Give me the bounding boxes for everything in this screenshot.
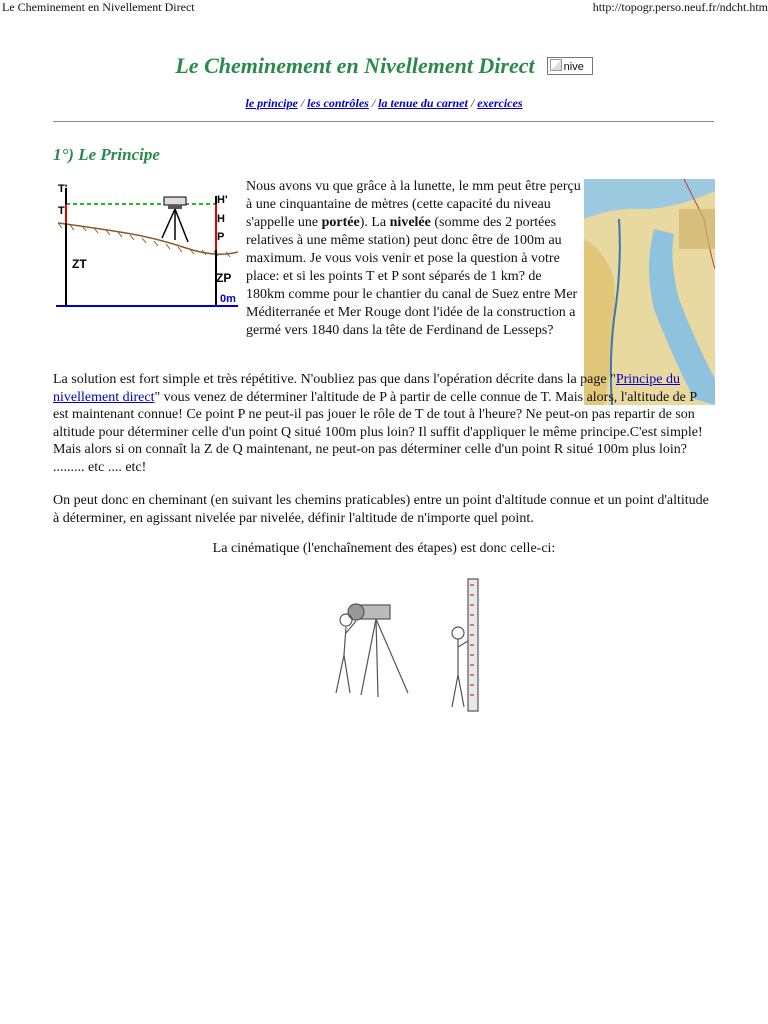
label-zt: ZT — [72, 257, 87, 271]
label-p: P — [217, 231, 225, 243]
paragraph-solution-text-2: " vous venez de déterminer l'altitude de P à partir de celle connue de T. Mais alors, l'altitude de P est maintenant connue! Ce point P ne peut-il pas jouer le rôle de T de tout à l'heure? Ne peut-on pas repartir de son altitude pour déterminer celle d'un point Q situé 100m plus loin? Il suffit d'appliquer le même principe.C'est simple! Mais alors si on connaît la Z de Q maintenant, ne peut-on pas déterminer celle d'un point R situé 100m plus loin? ......... etc .... etc! — [53, 389, 703, 475]
label-h-prime: H' — [217, 194, 228, 206]
paragraph-solution — [53, 371, 715, 476]
paragraph-principle-text — [53, 178, 581, 340]
link-principe-nivellement[interactable]: Principe du nivellement direct — [53, 372, 680, 405]
label-h: H — [217, 213, 225, 225]
page-title: Le Cheminement en Nivellement Direct — [175, 53, 535, 78]
title-row — [0, 53, 768, 79]
document-url-header: http://topogr.perso.neuf.fr/ndcht.htm — [592, 0, 768, 14]
paragraph-principle-text-2: ). La — [359, 215, 390, 230]
broken-image-placeholder — [547, 57, 593, 75]
map-sinai — [679, 209, 715, 249]
label-t-prime: T' — [58, 183, 68, 195]
nav-link-controles[interactable]: les contrôles — [307, 96, 369, 110]
label-zp: ZP — [216, 271, 232, 285]
broken-image-alt: nive — [563, 61, 584, 73]
section-nav — [0, 96, 768, 111]
nav-separator: / — [300, 96, 305, 110]
broken-image-icon — [550, 59, 562, 71]
paragraph-cinematique: La cinématique (l'enchaînement des étapes) est donc celle-ci: — [212, 541, 556, 556]
staff-holder-figure — [452, 579, 478, 711]
paragraph-principle — [53, 178, 581, 340]
label-zero: 0m — [220, 293, 236, 305]
nav-link-principe[interactable]: le principe — [245, 96, 298, 110]
paragraph-solution-text-1: La solution est fort simple et très répétitive. N'oubliez pas que dans l'opération décrite dans la page " — [53, 372, 616, 387]
surveyor-figure — [336, 604, 408, 697]
nav-separator: / — [470, 96, 475, 110]
surveyor-sketch-image — [316, 575, 496, 715]
nav-link-carnet[interactable]: la tenue du carnet — [378, 96, 468, 110]
paragraph-principle-text-3: (somme des 2 portées relatives à une même station) peut donc être de 100m au maximum. Je vous vois venir et pose la question à votre place: et si les points T et P sont séparés de 1 km? de 180km comme pour le chantier du canal de Suez entre Mer Méditerranée et Mer Rouge dont l'idée de la construction a germé vers 1840 dans la tête de Ferdinand de Lesseps? — [246, 215, 578, 338]
document-title-header: Le Cheminement en Nivellement Direct — [2, 0, 195, 14]
section-title: 1°) Le Principe — [53, 145, 160, 164]
nav-link-exercices[interactable]: exercices — [477, 96, 523, 110]
paragraph-principle-text-1: Nous avons vu que grâce à la lunette, le mm peut être perçu à une cinquantaine de mètres (cette capacité du niveau s'appelle une — [246, 179, 581, 230]
paragraph-cheminement: On peut donc en cheminant (en suivant les chemins praticables) entre un point d'altitude connue et un point d'altitude à déterminer, en agissant nivelée par nivelée, définir l'altitude de n'importe quel point. — [53, 493, 709, 526]
term-portee: portée — [321, 215, 360, 230]
horizontal-rule — [53, 121, 714, 122]
term-nivelee: nivelée — [389, 215, 431, 230]
nav-separator: / — [371, 96, 376, 110]
label-t: T — [58, 205, 65, 217]
